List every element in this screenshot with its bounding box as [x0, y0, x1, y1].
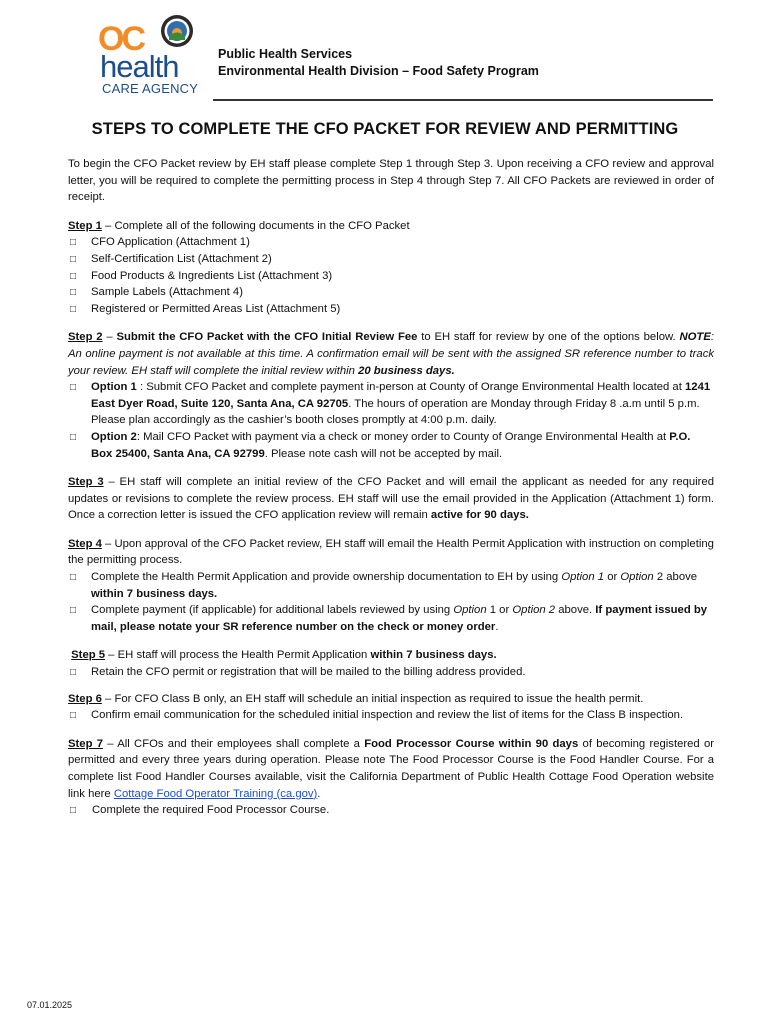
step-2-paragraph: Step 2 – Submit the CFO Packet with the CFO Initial Review Fee to EH staff for review by one of the options below. NOTE: An online payment is not available at this time. A confirmation email will be sent with the assigned SR reference number to track your review. EH staff will complete the initial review within 20 business days.	[68, 331, 714, 377]
logo-agency-text: CARE AGENCY	[102, 81, 199, 96]
checkbox-icon[interactable]: □	[70, 572, 77, 584]
checkbox-icon[interactable]: □	[70, 667, 77, 679]
step-5-label: Step 5	[71, 649, 106, 662]
step-1-heading: Step 1 – Complete all of the following documents in the CFO Packet	[68, 219, 410, 232]
step-4-checklist	[68, 569, 714, 635]
step-2-options	[68, 379, 714, 462]
oc-health-care-agency-logo	[98, 14, 206, 98]
checkbox-icon[interactable]: □	[70, 605, 77, 617]
list-item: □ Complete the Health Permit Application and provide ownership documentation to EH by using Option 1 or Option 2 above within 7 business days.	[70, 571, 698, 600]
checkbox-icon[interactable]: □	[70, 270, 77, 282]
list-item: □ Confirm email communication for the scheduled initial inspection and review the list of items for the Class B inspection.	[68, 707, 714, 724]
list-item: □ CFO Application (Attachment 1)	[68, 234, 714, 251]
step-6-label: Step 6	[68, 692, 102, 705]
step-6-section	[68, 691, 714, 724]
list-item: □ Sample Labels (Attachment 4)	[68, 284, 714, 301]
list-item: □ Option 2: Mail CFO Packet with payment via a check or money order to County of Orange Environmental Health at P.O. Box 25400, Santa Ana, CA 92799. Please note cash will not be accepted by mail.	[70, 430, 691, 460]
step-5-checklist	[68, 664, 714, 681]
intro-paragraph: To begin the CFO Packet review by EH staff please complete Step 1 through Step 3. Upon receiving a CFO review and approval letter, you will be required to complete the permitting process in Step 4 through Step 7. All CFO Packets are reviewed in order of receipt.	[68, 158, 714, 204]
header-line-1: Public Health Services	[218, 47, 353, 61]
checkbox-icon[interactable]: □	[70, 253, 77, 265]
step-3-paragraph: Step 3 – EH staff will complete an initial review of the CFO Packet and will email the applicant as needed for any required updates or revisions to complete the review process. EH staff will use the email provided in the Application (Attachment 1) form. Once a correction letter is issued the CFO application review will remain active for 90 days.	[68, 476, 714, 522]
header-department	[218, 46, 539, 80]
checkbox-icon[interactable]: □	[70, 287, 77, 299]
step-5-paragraph: Step 5 – EH staff will process the Health Permit Application within 7 business days.	[71, 649, 497, 662]
checkbox-icon[interactable]: □	[70, 431, 77, 443]
step-2-label: Step 2	[68, 331, 103, 344]
list-item: □ Complete payment (if applicable) for additional labels reviewed by using Option 1 or Option 2 above. If payment issued by mail, please notate your SR reference number on the check or money order.	[70, 604, 708, 633]
county-seal-icon	[160, 14, 194, 48]
checkbox-icon[interactable]: □	[70, 710, 77, 722]
list-item: □ Retain the CFO permit or registration that will be mailed to the billing address provided.	[68, 664, 714, 681]
step-1-label: Step 1	[68, 219, 102, 232]
step-3-label: Step 3	[68, 476, 104, 489]
list-item: □ Self-Certification List (Attachment 2)	[68, 251, 714, 268]
checkbox-icon[interactable]: □	[70, 303, 77, 315]
document-title: STEPS TO COMPLETE THE CFO PACKET FOR REVIEW AND PERMITTING	[91, 120, 679, 138]
cottage-food-training-link[interactable]: Cottage Food Operator Training (ca.gov)	[113, 787, 318, 800]
step-6-paragraph: Step 6 – For CFO Class B only, an EH staff will schedule an initial inspection as required to issue the health permit.	[68, 692, 644, 705]
step-1-section	[68, 218, 714, 318]
list-item: □ Registered or Permitted Areas List (Attachment 5)	[68, 301, 714, 318]
step-7-checklist	[68, 802, 714, 819]
checkbox-icon[interactable]: □	[70, 237, 77, 249]
step-4-label: Step 4	[68, 537, 102, 550]
step-1-checklist	[68, 234, 714, 317]
step-7-section	[68, 736, 714, 819]
logo-health-text: health	[100, 49, 179, 84]
list-item: □ Option 1 : Submit CFO Packet and complete payment in-person at County of Orange Environmental Health located at 1241 East Dyer Road, Suite 120, Santa Ana, CA 92705. The hours of operation are Monday through Friday 8 .a.m until 5 p.m. Please plan accordingly as the cashier’s booth closes promptly at 4:00 p.m. daily.	[70, 381, 711, 427]
checkbox-icon[interactable]: □	[70, 382, 77, 394]
header-line-2: Environmental Health Division – Food Safety Program	[218, 64, 539, 78]
list-item: □ Complete the required Food Processor Course.	[68, 802, 714, 819]
step-4-paragraph: Step 4 – Upon approval of the CFO Packet review, EH staff will email the Health Permit Application with instruction on completing the permitting process.	[68, 537, 714, 567]
header-divider	[213, 99, 713, 101]
step-4-section	[68, 536, 714, 636]
list-item: □ Food Products & Ingredients List (Attachment 3)	[68, 268, 714, 285]
step-7-paragraph: Step 7 – All CFOs and their employees shall complete a Food Processor Course within 90 days of becoming registered or permitted and every three years during operation. Please note The Food Processor Course is the Food Handler Course. For a complete list Food Handler Courses available, visit the California Department of Public Health Cottage Food Operation website link here Cottage Food Operator Training (ca.gov).	[68, 737, 715, 800]
step-2-section	[68, 329, 714, 462]
step-7-label: Step 7	[68, 737, 104, 750]
step-5-section	[68, 647, 714, 680]
document-body	[68, 156, 714, 819]
step-6-checklist	[68, 707, 714, 724]
logo-oc-text: OC	[98, 20, 143, 58]
footer-date: 07.01.2025	[27, 1000, 73, 1010]
checkbox-icon[interactable]: □	[70, 805, 77, 817]
